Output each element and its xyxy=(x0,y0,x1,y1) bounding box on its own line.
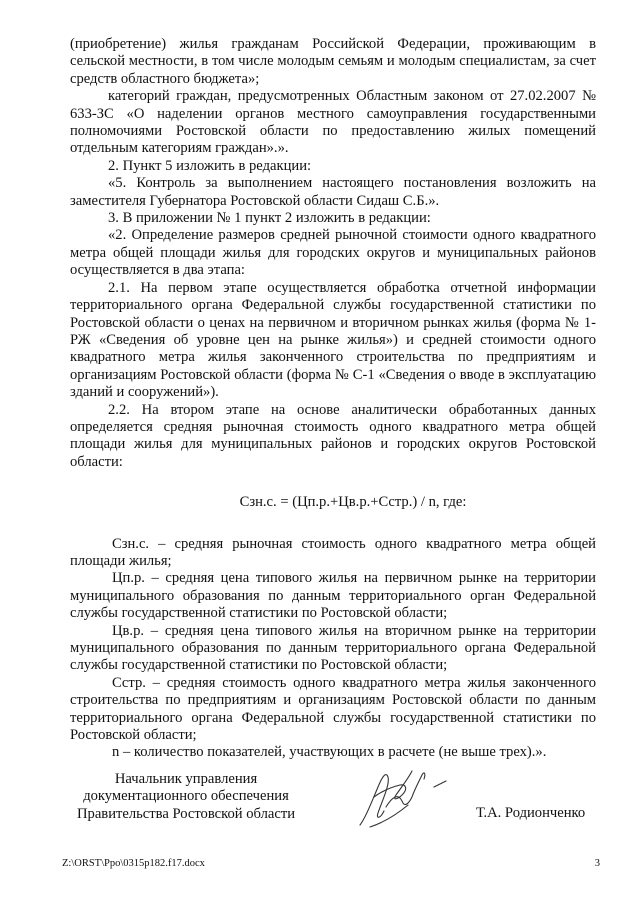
handwritten-signature xyxy=(352,757,452,833)
formula: Сзн.с. = (Цп.р.+Цв.р.+Сстр.) / n, где: xyxy=(239,494,467,511)
signatory-title xyxy=(70,771,302,823)
document-body xyxy=(70,36,596,762)
definition-sstr: Сстр. – средняя стоимость одного квадратного метра жилья законченного строительства по предприятиям и организациям Ростовской области по данным территориального органа Федеральной службы государственной статистики по Ростовской области; xyxy=(70,674,596,744)
definition-szn: Сзн.с. – средняя рыночная стоимость одного квадратного метра общей площади жилья; xyxy=(70,535,596,569)
paragraph-continuation: (приобретение) жилья гражданам Российской Федерации, проживающим в сельской местности, в том числе молодым семьям и молодым специалистам, за счет средств областного бюджета»; xyxy=(70,36,596,87)
paragraph-control-clause: «5. Контроль за выполнением настоящего постановления возложить на заместителя Губернатора Ростовской области Сидаш С.Б.». xyxy=(70,175,596,209)
paragraph-citizen-categories: категорий граждан, предусмотренных Областным законом от 27.02.2007 № 633-ЗС «О наделении органов местного самоуправления государственными полномочиями Ростовской области по предоставлению жилых помещений отдельным категориям граждан».». xyxy=(70,88,596,157)
signatory-title-line1: Начальник управления xyxy=(114,771,258,787)
paragraph-stage-2: 2.2. На втором этапе на основе аналитически обработанных данных определяется средняя рыночная стоимость одного квадратного метра общей площади жилья для муниципальных районов и городских округов Ростовской области: xyxy=(70,401,596,470)
paragraph-definition-stages: «2. Определение размеров средней рыночной стоимости одного квадратного метра общей площади жилья для городских округов и муниципальных районов осуществляется в два этапа: xyxy=(70,227,596,279)
page-number: 3 xyxy=(594,858,600,869)
definition-tsvr: Цв.р. – средняя цена типового жилья на вторичном рынке на территории муниципального образования по данным территориального органа Федеральной службы государственной статистики по Ростовской области; xyxy=(70,622,596,674)
paragraph-item-2: 2. Пункт 5 изложить в редакции: xyxy=(108,157,312,174)
paragraph-stage-1: 2.1. На первом этапе осуществляется обработка отчетной информации территориального органа Федеральной службы государственной статистики по Ростовской области о ценах на первичном и вторичном рынках жилья (форма № 1-РЖ «Сведения об уровне цен на рынке жилья») и средней стоимости одного квадратного метра жилья законченного строительства по предприятиям и организациям Ростовской области (форма № С-1 «Сведения о вводе в эксплуатацию зданий и сооружений»). xyxy=(70,279,596,401)
signatory-title-line2: документационного обеспечения xyxy=(83,788,289,805)
definition-n: n – количество показателей, участвующих в расчете (не выше трех).». xyxy=(112,744,547,761)
definition-tspr: Цп.р. – средняя цена типового жилья на первичном рынке на территории муниципального образования по данным территориального орган Федеральной службы государственной статистики по Ростовской области; xyxy=(70,570,596,622)
signatory-title-line3: Правительства Ростовской области xyxy=(76,805,296,822)
file-path: Z:\ORST\Ppo\0315p182.f17.docx xyxy=(62,858,205,869)
paragraph-item-3: 3. В приложении № 1 пункт 2 изложить в редакции: xyxy=(108,210,431,227)
signatory-name: Т.А. Родионченко xyxy=(476,805,586,821)
formula-definitions xyxy=(70,536,596,762)
